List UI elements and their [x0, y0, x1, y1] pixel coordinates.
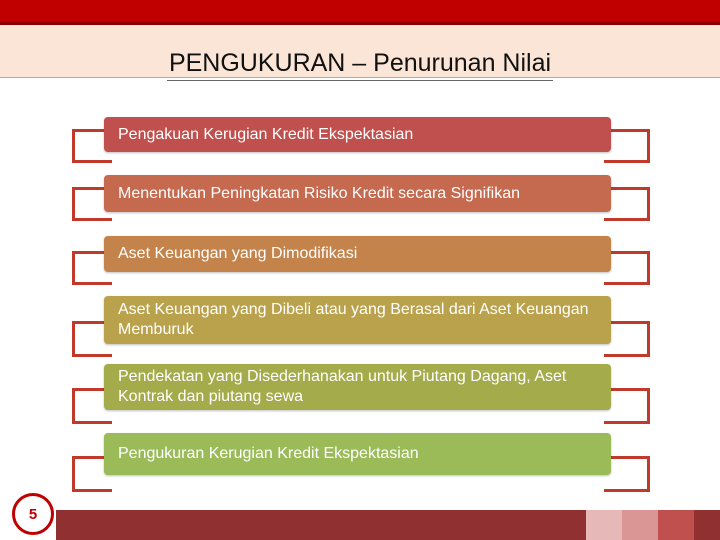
page-number-badge: [12, 493, 54, 535]
footer-square: [622, 510, 658, 540]
list-item-3: [104, 236, 611, 272]
list-item-2: [104, 175, 611, 212]
list-item-label: Pengukuran Kerugian Kredit Ekspektasian: [118, 445, 419, 462]
list-item-1: [104, 117, 611, 152]
list-item-label: Aset Keuangan yang Dimodifikasi: [118, 245, 358, 262]
top-accent-bar: [0, 0, 720, 25]
footer-square: [658, 510, 694, 540]
list-item-6: [104, 433, 611, 475]
list-item-label: Pengakuan Kerugian Kredit Ekspektasian: [118, 125, 414, 143]
list-item-label: Menentukan Peningkatan Risiko Kredit secara Signifikan: [118, 184, 521, 202]
slide-title: PENGUKURAN – Penurunan Nilai: [167, 48, 553, 81]
list-item-label: Aset Keuangan yang Dibeli atau yang Berasal dari Aset Keuangan Memburuk: [118, 301, 589, 338]
footer-square: [586, 510, 622, 540]
list-item-4: [104, 296, 611, 344]
slide-title-wrapper: [0, 48, 720, 81]
list-item-5: [104, 364, 611, 410]
list-item-label: Pendekatan yang Disederhanakan untuk Piutang Dagang, Aset Kontrak dan piutang sewa: [118, 368, 567, 405]
page-number: 5: [28, 505, 38, 523]
